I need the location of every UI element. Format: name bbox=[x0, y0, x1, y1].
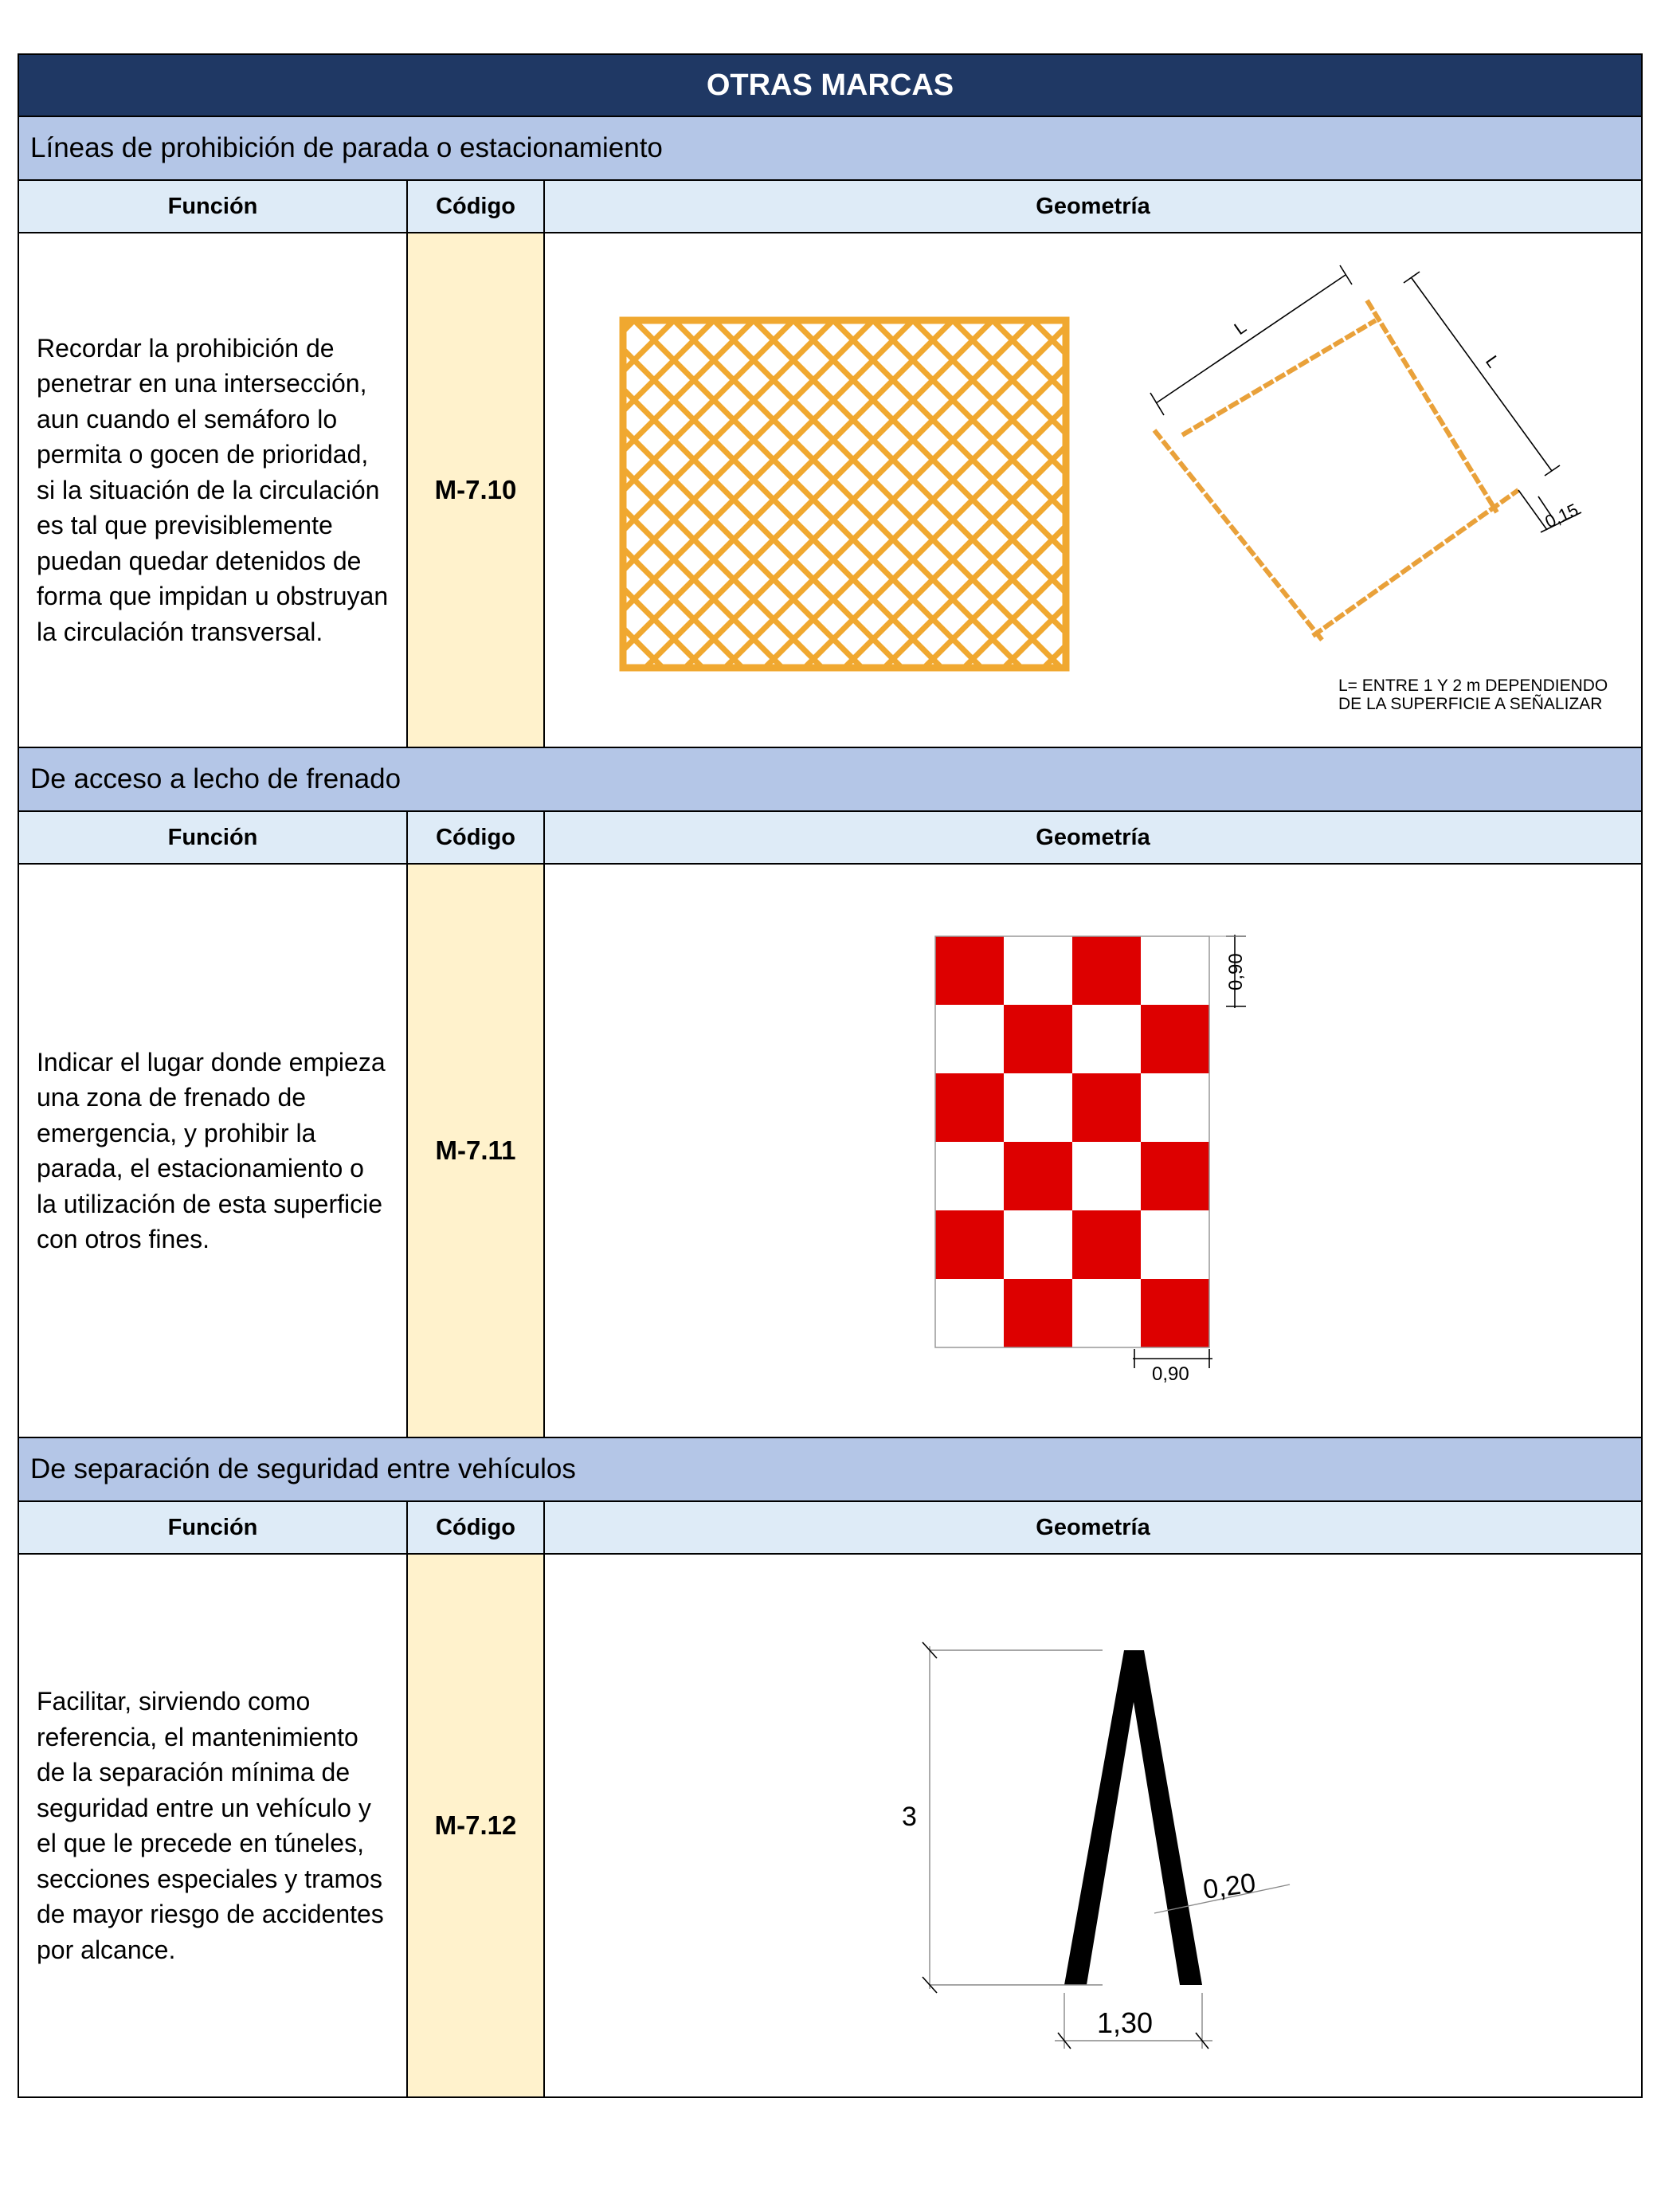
funcion-text: Indicar el lugar donde empieza una zona de frenado de emergencia, y prohibir la parada, el estacionamiento o la utilización de esta superficie con otros fines. bbox=[19, 865, 408, 1437]
crosshatch-lines bbox=[545, 320, 1639, 668]
checker-cell-red bbox=[935, 1210, 1004, 1279]
hatch-line bbox=[545, 320, 873, 668]
checker-cell-red bbox=[1141, 1005, 1209, 1073]
header-funcion: Función bbox=[19, 812, 408, 863]
dim-stroke: 0,20 bbox=[1201, 1868, 1258, 1905]
hatch-line bbox=[1311, 320, 1639, 668]
checker-cell-red bbox=[1072, 1073, 1141, 1142]
checker-cell-white bbox=[1072, 1279, 1141, 1347]
funcion-text: Recordar la prohibición de penetrar en una intersección, aun cuando el semáforo lo permita o gocen de prioridad, si la situación de la circulación es tal que previsiblemente puedan quedar detenidos de forma que impidan u obstruyan la circulación transversal. bbox=[19, 233, 408, 747]
hatch-line bbox=[1271, 320, 1619, 668]
header-geometria: Geometría bbox=[1036, 1514, 1150, 1540]
header-codigo: Código bbox=[408, 181, 545, 232]
header-funcion: Función bbox=[19, 181, 408, 232]
checker-cell-red bbox=[1072, 1210, 1141, 1279]
checker-cell-white bbox=[1141, 1073, 1209, 1142]
hatch-line bbox=[545, 320, 594, 668]
hatch-line bbox=[545, 320, 623, 668]
table-row-m-7-11 bbox=[18, 865, 1643, 1438]
checker-cell-white bbox=[1072, 1142, 1141, 1210]
otras-marcas-table bbox=[18, 53, 1643, 2098]
table-row-m-7-12 bbox=[18, 1555, 1643, 2098]
geometria-cell bbox=[545, 1555, 1641, 2096]
checker-cell-white bbox=[1004, 1210, 1072, 1279]
checker-cell-white bbox=[1072, 1005, 1141, 1073]
funcion-text: Facilitar, sirviendo como referencia, el mantenimiento de la separación mínima de seguridad entre un vehículo y el que le precede en túneles, secciones especiales y tramos de mayor riesgo de accidentes por alcance. bbox=[19, 1555, 408, 2096]
checker-cell-red bbox=[1141, 1142, 1209, 1210]
table-title: OTRAS MARCAS bbox=[18, 53, 1643, 117]
note-line-2: DE LA SUPERFICIE A SEÑALIZAR bbox=[1338, 695, 1603, 713]
header-codigo: Código bbox=[408, 812, 545, 863]
header-codigo: Código bbox=[408, 1502, 545, 1553]
geometria-cell bbox=[545, 233, 1641, 747]
dim-side-1: L bbox=[1230, 316, 1250, 339]
hatch-line bbox=[1072, 320, 1420, 668]
checker-cell-white bbox=[935, 1279, 1004, 1347]
column-header-row bbox=[18, 812, 1643, 865]
codigo-cell: M-7.11 bbox=[408, 865, 545, 1437]
chevron-mark bbox=[1064, 1650, 1202, 1985]
codigo-cell: M-7.12 bbox=[408, 1555, 545, 2096]
checker-cell-white bbox=[935, 1142, 1004, 1210]
header-funcion: Función bbox=[19, 1502, 408, 1553]
note-line-1: L= ENTRE 1 Y 2 m DEPENDIENDO bbox=[1338, 677, 1608, 695]
column-header-row bbox=[18, 181, 1643, 233]
dim-base: 1,30 bbox=[1097, 2006, 1154, 2039]
hatch-line bbox=[1112, 320, 1459, 668]
section-heading-separacion-seguridad: De separación de seguridad entre vehículos bbox=[18, 1438, 1643, 1502]
table-row-m-7-10 bbox=[18, 233, 1643, 748]
checker-cell-white bbox=[1004, 1073, 1072, 1142]
checker-cell-red bbox=[1004, 1279, 1072, 1347]
dim-width: 0,15 bbox=[1541, 499, 1581, 532]
checker-cell-red bbox=[1141, 1279, 1209, 1347]
checker-cell-red bbox=[1072, 936, 1141, 1005]
dim-side-2: L bbox=[1481, 351, 1504, 371]
hatch-line bbox=[1152, 320, 1499, 668]
checker-cell-white bbox=[1141, 1210, 1209, 1279]
yellow-crosshatch-diagram bbox=[545, 233, 1639, 747]
rotated-square-diagram bbox=[1150, 265, 1581, 641]
hatch-line bbox=[545, 320, 793, 668]
codigo-cell: M-7.10 bbox=[408, 233, 545, 747]
checker-cell-white bbox=[1141, 936, 1209, 1005]
checker-cell-red bbox=[935, 936, 1004, 1005]
checkerboard-diagram bbox=[545, 865, 1639, 1437]
column-header-row bbox=[18, 1502, 1643, 1555]
checker-cell-red bbox=[935, 1073, 1004, 1142]
checker-cell-white bbox=[935, 1005, 1004, 1073]
dim-height: 3 bbox=[902, 1802, 917, 1832]
checkerboard-cells bbox=[935, 936, 1209, 1347]
hatch-line bbox=[1351, 320, 1639, 668]
chevron-diagram bbox=[545, 1555, 1639, 2096]
header-geometria: Geometría bbox=[1036, 193, 1150, 219]
section-heading-prohibicion-parada: Líneas de prohibición de parada o estacionamiento bbox=[18, 117, 1643, 181]
dim-horizontal: 0,90 bbox=[1152, 1363, 1189, 1385]
section-heading-lecho-frenado: De acceso a lecho de frenado bbox=[18, 748, 1643, 812]
checker-cell-red bbox=[1004, 1005, 1072, 1073]
header-geometria: Geometría bbox=[1036, 824, 1150, 850]
geometria-cell bbox=[545, 865, 1641, 1437]
hatch-line bbox=[545, 320, 554, 668]
checker-cell-red bbox=[1004, 1142, 1072, 1210]
checker-cell-white bbox=[1004, 936, 1072, 1005]
dim-vertical: 0,90 bbox=[1225, 953, 1247, 990]
